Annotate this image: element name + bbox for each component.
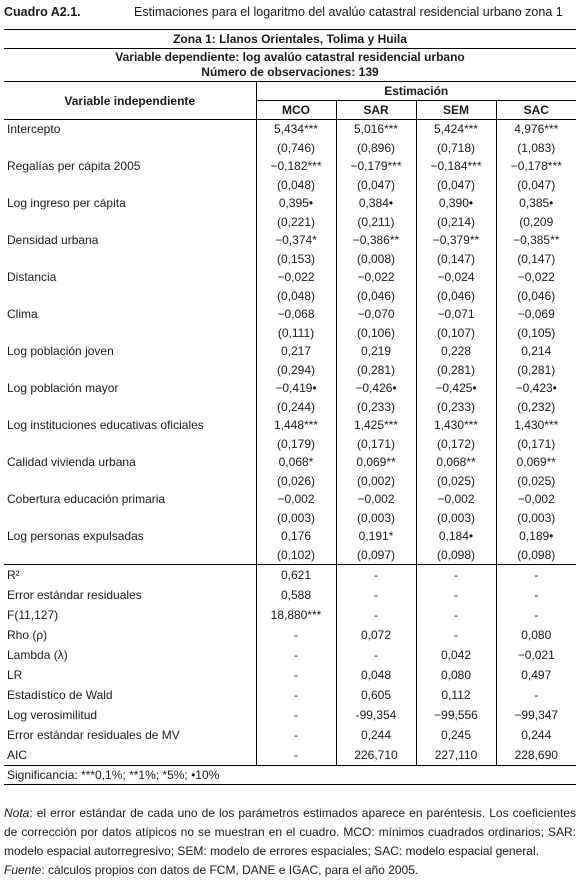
estimation-header: Estimación: [256, 82, 576, 101]
standard-error-cell: (0,107): [416, 324, 496, 342]
standard-error-cell: (0,233): [336, 398, 416, 416]
table-row: [4, 120, 576, 140]
standard-error-cell: (0,281): [336, 361, 416, 379]
stat-value-cell: -: [256, 725, 336, 745]
standard-error-cell: (0,171): [336, 435, 416, 453]
table-row: [4, 305, 576, 324]
standard-error-cell: (0,046): [416, 287, 496, 305]
stat-value-cell: -: [256, 665, 336, 685]
coefficient-cell: 0,176: [256, 527, 336, 546]
table-row: [4, 527, 576, 546]
coefficient-cell: 4,976***: [514, 122, 559, 136]
coefficient-cell: −0,070: [336, 305, 416, 324]
table-row-se: [4, 398, 576, 416]
standard-error-cell: (0,047): [416, 176, 496, 194]
row-label-spacer: [4, 361, 256, 379]
coefficient-cell: −0,002: [517, 492, 555, 506]
table-row-se: [4, 361, 576, 379]
row-label: Calidad vivienda urbana: [4, 453, 256, 472]
zone-header: Zona 1: Llanos Orientales, Tolima y Huila: [4, 30, 576, 49]
coefficient-cell: −0,069: [517, 307, 555, 321]
coefficient-cell: −0,068: [256, 305, 336, 324]
coefficient-cell: −0,178***: [510, 159, 562, 173]
coefficient-cell: −0,002: [336, 490, 416, 509]
coefficient-cell: −0,024: [416, 268, 496, 287]
stat-value-cell: -: [336, 585, 416, 605]
coefficient-cell: −0,423•: [515, 381, 557, 395]
coefficient-cell: −0,002: [416, 490, 496, 509]
table-row: [4, 157, 576, 176]
stat-value-cell: 0,244: [521, 728, 552, 742]
standard-error-cell: (0,147): [416, 250, 496, 268]
standard-error-cell: (0,244): [256, 398, 336, 416]
coefficient-cell: −0,022: [517, 270, 555, 284]
coefficient-cell: 0,385•: [519, 196, 554, 210]
stat-row: [4, 605, 576, 625]
coefficient-cell: 1,448***: [256, 416, 336, 435]
stat-label: LR: [4, 665, 256, 685]
stat-value-cell: -: [336, 565, 416, 586]
table-row: [4, 379, 576, 398]
coefficient-cell: 1,430***: [416, 416, 496, 435]
coefficient-cell: 0,068*: [256, 453, 336, 472]
stat-value-cell: -: [256, 685, 336, 705]
standard-error-cell: (0,179): [256, 435, 336, 453]
stat-row: [4, 665, 576, 685]
column-header-mco: MCO: [256, 101, 336, 120]
table-row: [4, 490, 576, 509]
row-label-spacer: [4, 509, 256, 527]
standard-error-cell: (0,281): [416, 361, 496, 379]
stat-label: F(11,127): [4, 605, 256, 625]
coefficient-cell: −0,385**: [513, 233, 560, 247]
coefficient-cell: 0,214: [521, 344, 552, 358]
stat-row: [4, 585, 576, 605]
caption-title: Estimaciones para el logaritmo del avalúo catastral residencial urbano zona 1: [134, 5, 563, 19]
table-row: [4, 453, 576, 472]
coefficient-cell: 0,390•: [416, 194, 496, 213]
standard-error-cell: (0,026): [256, 472, 336, 490]
table-note: [4, 804, 576, 861]
stat-value-cell: 0,244: [336, 725, 416, 745]
stat-value-cell: -: [534, 588, 539, 602]
standard-error-cell: (0,281): [517, 363, 556, 377]
standard-error-cell: (0,111): [256, 324, 336, 342]
row-label-spacer: [4, 435, 256, 453]
coefficient-cell: 0,189•: [519, 529, 554, 543]
column-header-sem: SEM: [416, 101, 496, 120]
stat-value-cell: 0,245: [416, 725, 496, 745]
standard-error-cell: (0,171): [517, 437, 556, 451]
stat-value-cell: 0,621: [256, 565, 336, 586]
row-label: Log personas expulsadas: [4, 527, 256, 546]
row-label: Intercepto: [4, 120, 256, 140]
stat-value-cell: 0,605: [336, 685, 416, 705]
stat-value-cell: −99,347: [514, 708, 559, 722]
standard-error-cell: (0,896): [336, 139, 416, 157]
table-row-se: [4, 250, 576, 268]
stat-value-cell: 0,080: [416, 665, 496, 685]
table-source: [4, 862, 576, 878]
standard-error-cell: (0,172): [416, 435, 496, 453]
standard-error-cell: (0,025): [517, 474, 556, 488]
stat-value-cell: 0,112: [416, 685, 496, 705]
coefficient-cell: −0,022: [256, 268, 336, 287]
standard-error-cell: (0,003): [517, 511, 556, 525]
standard-error-cell: (0,233): [416, 398, 496, 416]
coefficient-cell: 0,184•: [416, 527, 496, 546]
stat-label: R²: [4, 565, 256, 586]
coefficient-cell: −0,002: [256, 490, 336, 509]
coefficient-cell: −0,426•: [336, 379, 416, 398]
stat-label: AIC: [4, 745, 256, 766]
standard-error-cell: (0,221): [256, 213, 336, 231]
stat-value-cell: 0,042: [416, 645, 496, 665]
standard-error-cell: (0,098): [496, 546, 576, 565]
column-header-sac: SAC: [496, 101, 576, 120]
coefficient-cell: −0,182***: [256, 157, 336, 176]
stat-value-cell: -: [256, 645, 336, 665]
table-row-se: [4, 176, 576, 194]
row-label-spacer: [4, 176, 256, 194]
table-row-se: [4, 546, 576, 565]
stat-value-cell: -99,354: [336, 705, 416, 725]
stat-value-cell: 226,710: [336, 745, 416, 766]
stat-value-cell: 0,588: [256, 585, 336, 605]
stat-value-cell: 0,048: [336, 665, 416, 685]
coefficient-cell: 0,228: [416, 342, 496, 361]
row-label: Log población mayor: [4, 379, 256, 398]
standard-error-cell: (0,098): [416, 546, 496, 565]
coefficient-cell: 1,425***: [336, 416, 416, 435]
coefficient-cell: −0,386**: [336, 231, 416, 250]
coefficient-cell: −0,419•: [256, 379, 336, 398]
stat-row: [4, 745, 576, 766]
coefficient-cell: 5,424***: [416, 120, 496, 140]
row-label: Cobertura educación primaria: [4, 490, 256, 509]
standard-error-cell: (0,214): [416, 213, 496, 231]
stat-label: Rho (ρ): [4, 625, 256, 645]
stat-value-cell: -: [416, 605, 496, 625]
stat-value-cell: -: [534, 608, 539, 622]
row-label: Log población joven: [4, 342, 256, 361]
standard-error-cell: (0,003): [336, 509, 416, 527]
dependent-variable-header: [4, 49, 576, 82]
coefficient-cell: 0,069**: [336, 453, 416, 472]
standard-error-cell: (0,294): [256, 361, 336, 379]
stat-row: [4, 565, 576, 586]
standard-error-cell: (0,048): [256, 287, 336, 305]
row-label: Log ingreso per cápita: [4, 194, 256, 213]
stat-row: [4, 625, 576, 645]
stat-value-cell: -: [534, 568, 539, 582]
coefficient-cell: 0,191*: [336, 527, 416, 546]
note-lead: Nota: [4, 806, 30, 820]
stat-value-cell: 0,072: [336, 625, 416, 645]
stat-row: [4, 685, 576, 705]
stat-value-cell: -: [416, 585, 496, 605]
stat-value-cell: -: [336, 645, 416, 665]
stat-label: Estadístico de Wald: [4, 685, 256, 705]
standard-error-cell: (0,003): [256, 509, 336, 527]
coefficient-cell: 5,434***: [256, 120, 336, 140]
table-row: [4, 268, 576, 287]
coefficient-cell: 0,069**: [516, 455, 556, 469]
stat-row: [4, 725, 576, 745]
coefficient-cell: −0,071: [416, 305, 496, 324]
row-label-spacer: [4, 398, 256, 416]
coefficient-cell: −0,425•: [416, 379, 496, 398]
stat-value-cell: -: [256, 745, 336, 766]
standard-error-cell: (0,209: [519, 215, 554, 229]
stat-value-cell: 0,080: [521, 628, 552, 642]
standard-error-cell: (0,106): [336, 324, 416, 342]
standard-error-cell: (0,105): [517, 326, 556, 340]
standard-error-cell: (0,746): [256, 139, 336, 157]
standard-error-cell: (0,102): [256, 546, 336, 565]
significance-row: [4, 766, 576, 785]
estimates-table: [4, 29, 576, 785]
stat-row: [4, 705, 576, 725]
observations-text: Número de observaciones: 139: [201, 65, 379, 79]
standard-error-cell: (0,046): [517, 289, 556, 303]
coefficient-cell: 5,016***: [336, 120, 416, 140]
stat-value-cell: −0,021: [517, 648, 555, 662]
row-label-spacer: [4, 546, 256, 565]
row-label-spacer: [4, 287, 256, 305]
stat-row: [4, 645, 576, 665]
row-label: Clima: [4, 305, 256, 324]
table-row-se: [4, 324, 576, 342]
standard-error-cell: (0,232): [517, 400, 556, 414]
row-label-spacer: [4, 472, 256, 490]
coefficient-cell: 0,219: [336, 342, 416, 361]
stat-value-cell: -: [416, 625, 496, 645]
coefficient-cell: 0,217: [256, 342, 336, 361]
standard-error-cell: (0,046): [336, 287, 416, 305]
stat-label: Lambda (λ): [4, 645, 256, 665]
standard-error-cell: (0,097): [336, 546, 416, 565]
row-label: Log instituciones educativas oficiales: [4, 416, 256, 435]
coefficient-cell: 1,430***: [514, 418, 559, 432]
standard-error-cell: (0,008): [336, 250, 416, 268]
row-label-spacer: [4, 324, 256, 342]
stat-value-cell: 0,497: [521, 668, 552, 682]
table-row-se: [4, 472, 576, 490]
standard-error-cell: (0,047): [336, 176, 416, 194]
standard-error-cell: (0,047): [517, 178, 556, 192]
standard-error-cell: (0,025): [416, 472, 496, 490]
table-row-se: [4, 509, 576, 527]
table-row-se: [4, 213, 576, 231]
coefficient-cell: 0,068**: [416, 453, 496, 472]
standard-error-cell: (0,147): [517, 252, 556, 266]
source-lead: Fuente: [4, 863, 42, 877]
caption-id: Cuadro A2.1.: [4, 5, 81, 19]
table-caption: [4, 5, 576, 19]
row-label-spacer: [4, 139, 256, 157]
coefficient-cell: 0,384•: [336, 194, 416, 213]
significance-legend: Significancia: ***0,1%; **1%; *5%; •10%: [4, 766, 576, 785]
stat-label: Error estándar residuales: [4, 585, 256, 605]
dependent-variable-text: Variable dependiente: log avalúo catastral residencial urbano: [115, 50, 465, 64]
standard-error-cell: (1,083): [517, 141, 556, 155]
standard-error-cell: (0,002): [336, 472, 416, 490]
row-label: Distancia: [4, 268, 256, 287]
table-row: [4, 342, 576, 361]
coefficient-cell: −0,184***: [416, 157, 496, 176]
stat-value-cell: 227,110: [416, 745, 496, 766]
table-row-se: [4, 139, 576, 157]
standard-error-cell: (0,003): [416, 509, 496, 527]
table-row: [4, 416, 576, 435]
source-text: : cálculos propios con datos de FCM, DANE e IGAC, para el año 2005.: [41, 863, 419, 877]
column-header-sar: SAR: [336, 101, 416, 120]
coefficient-cell: 0,395•: [256, 194, 336, 213]
stat-value-cell: -: [256, 625, 336, 645]
coefficient-cell: −0,379**: [416, 231, 496, 250]
table-row-se: [4, 435, 576, 453]
standard-error-cell: (0,153): [256, 250, 336, 268]
coefficient-cell: −0,374*: [256, 231, 336, 250]
standard-error-cell: (0,718): [416, 139, 496, 157]
stat-value-cell: −99,556: [416, 705, 496, 725]
coefficient-cell: −0,022: [336, 268, 416, 287]
stat-value-cell: -: [534, 688, 539, 702]
row-label-spacer: [4, 213, 256, 231]
table-row-se: [4, 287, 576, 305]
stat-value-cell: -: [256, 705, 336, 725]
row-label: Densidad urbana: [4, 231, 256, 250]
stat-label: Error estándar residuales de MV: [4, 725, 256, 745]
stat-value-cell: 228,690: [496, 745, 576, 766]
standard-error-cell: (0,211): [336, 213, 416, 231]
table-row: [4, 231, 576, 250]
stat-value-cell: -: [336, 605, 416, 625]
row-label-spacer: [4, 250, 256, 268]
independent-variable-header: Variable independiente: [4, 82, 256, 120]
coefficient-cell: −0,179***: [336, 157, 416, 176]
note-text: : el error estándar de cada uno de los parámetros estimados aparece en paréntesis. Los coeficientes de corrección por datos atípicos no se muestran en el cuadro. MCO: mínimos cuadrados ordinarios; SAR: modelo espacial autorregresivo; SEM: modelo de errores espaciales; SAC: modelo espacial general.: [4, 806, 576, 858]
stat-label: Log verosimilitud: [4, 705, 256, 725]
stat-value-cell: 18,880***: [256, 605, 336, 625]
stat-value-cell: -: [416, 565, 496, 586]
table-row: [4, 194, 576, 213]
standard-error-cell: (0,048): [256, 176, 336, 194]
row-label: Regalías per cápita 2005: [4, 157, 256, 176]
